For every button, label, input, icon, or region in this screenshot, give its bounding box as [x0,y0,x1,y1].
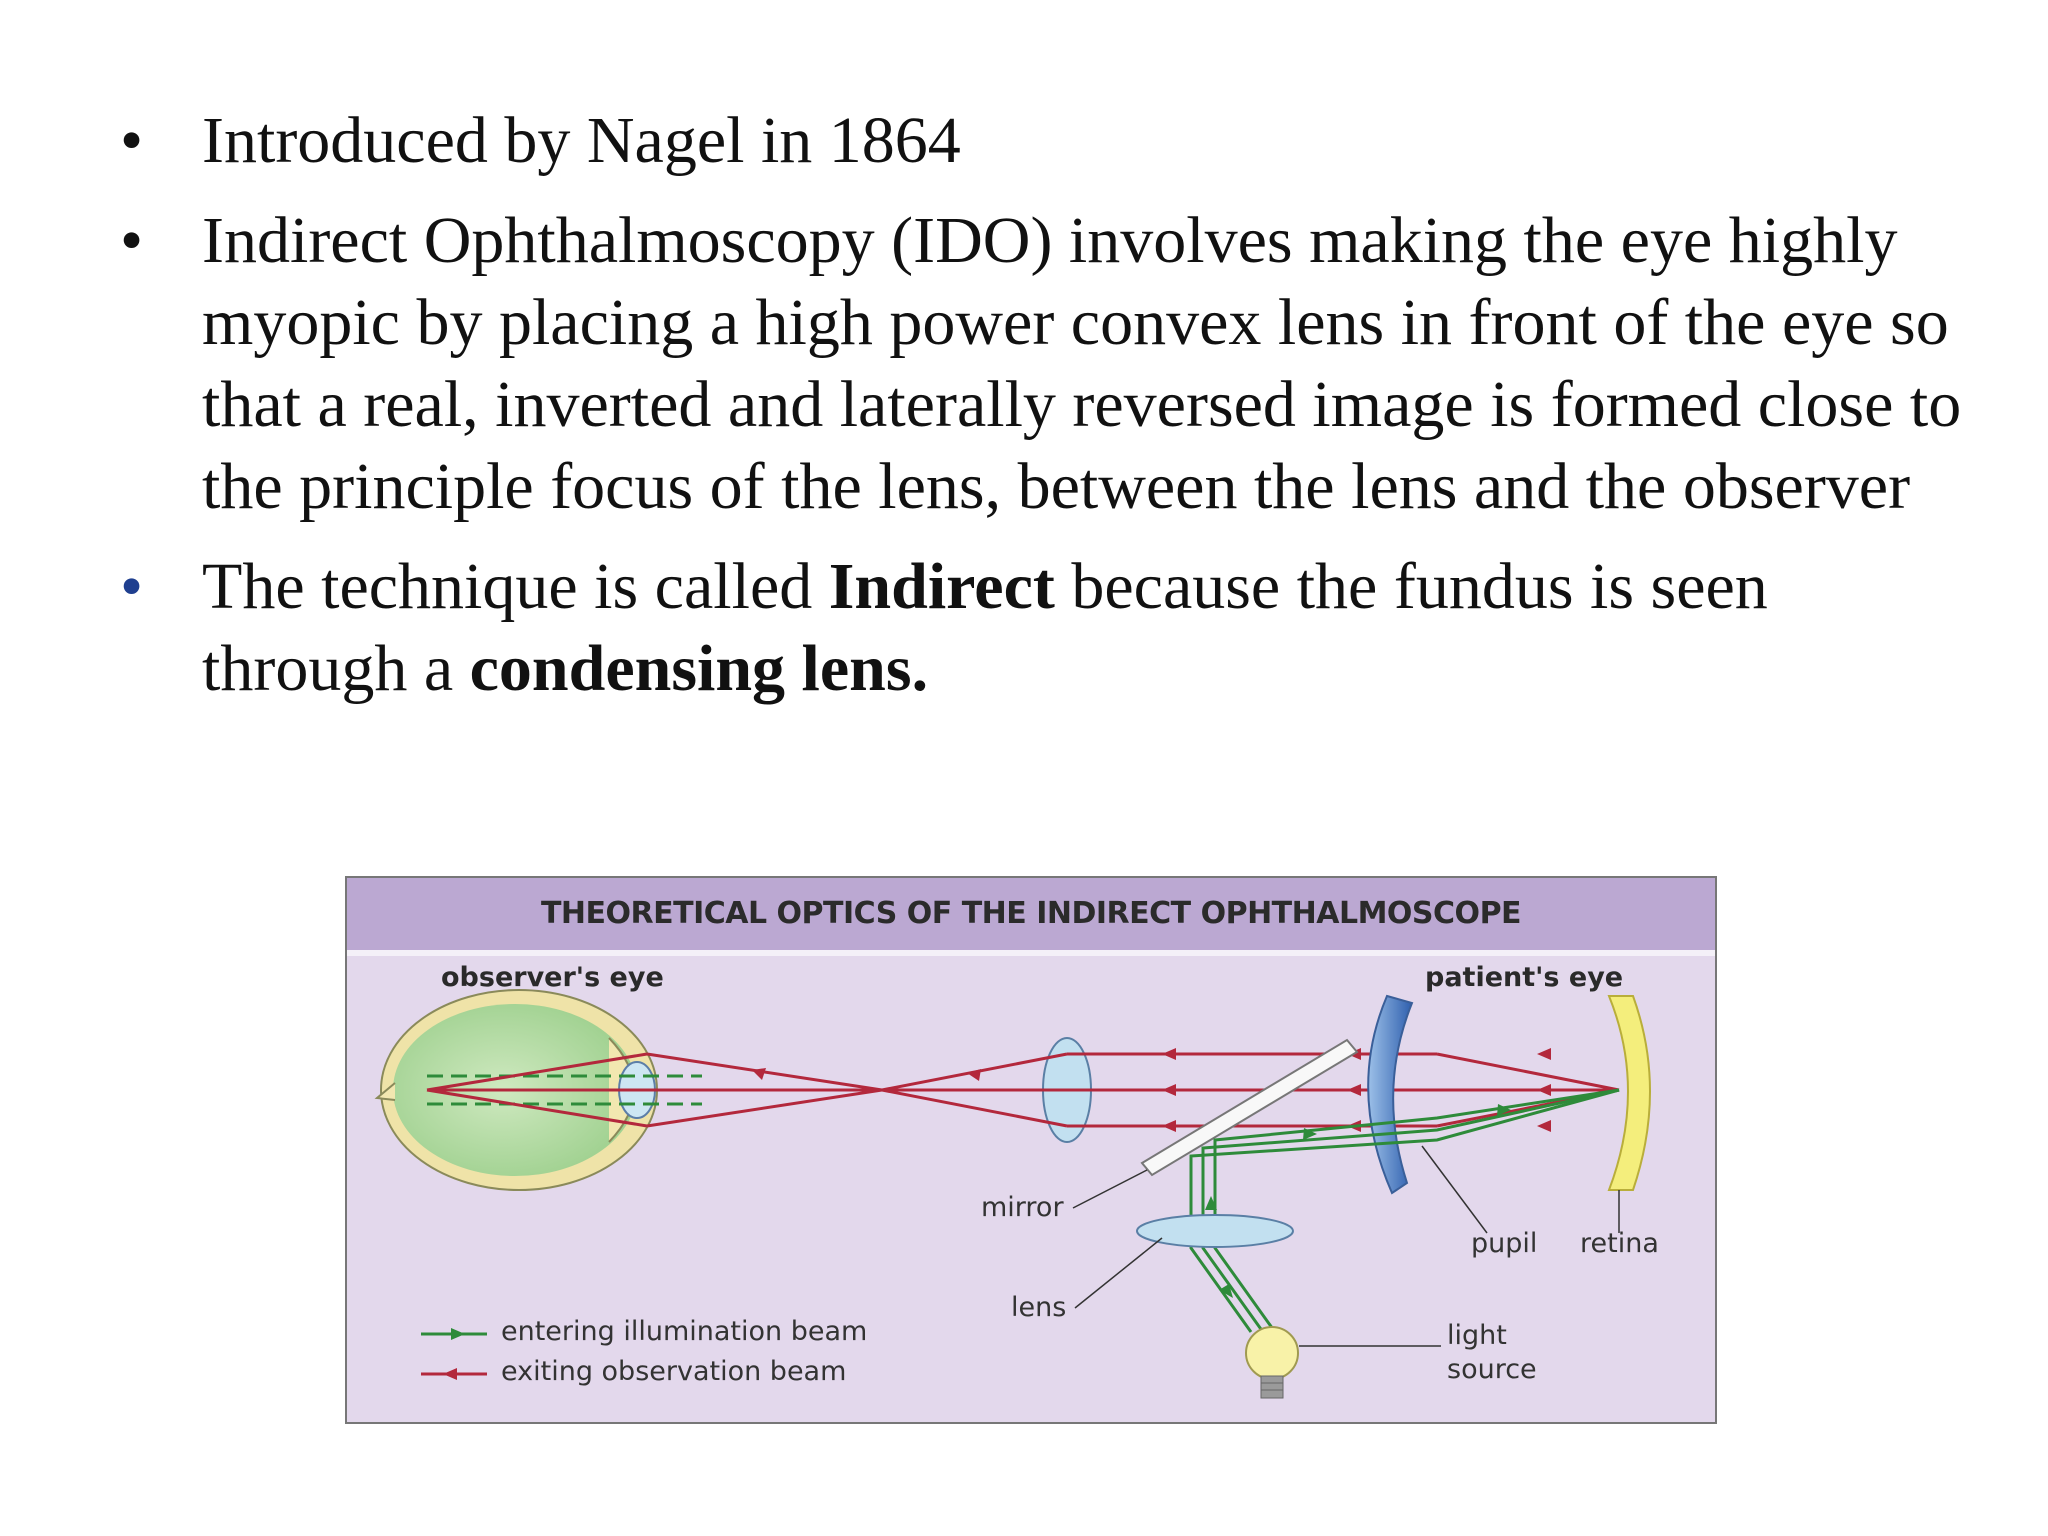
title-separator [347,950,1717,956]
bullet-dot: • [120,104,144,177]
bullet-item [120,546,1980,710]
bullet-text-part: The technique is called [202,550,829,623]
diagram-title: THEORETICAL OPTICS OF THE INDIRECT OPHTHALMOSCOPE [540,896,1522,931]
bullet-item [120,200,1980,528]
optics-diagram [345,876,1717,1424]
label-mirror: mirror [981,1192,1064,1223]
bullet-list [120,100,1980,728]
bold-term-condensing-lens: condensing lens. [469,632,929,705]
label-retina: retina [1580,1228,1659,1259]
label-source: source [1447,1354,1537,1385]
bullet-item [120,100,1980,182]
label-lens: lens [1011,1292,1067,1323]
label-light: light [1447,1320,1507,1351]
legend-entering-label: entering illumination beam [501,1316,868,1347]
label-patient-eye: patient's eye [1425,962,1624,993]
legend-exiting-label: exiting observation beam [501,1356,847,1387]
bullet-dot: • [120,204,144,277]
bold-term-indirect: Indirect [828,550,1055,623]
label-pupil: pupil [1471,1228,1538,1259]
bullet-text-part: because the fundus is seen through a [202,550,1768,705]
bullet-text: Introduced by Nagel in 1864 [202,104,961,177]
bullet-text: Indirect Ophthalmoscopy (IDO) involves making the eye highly myopic by placing a high power convex lens in front of the eye so that a real, inverted and laterally reversed image is formed close to the principle focus of the lens, between the lens and the observer [202,204,1962,523]
illumination-lens-icon [1137,1215,1293,1247]
label-observer-eye: observer's eye [441,962,664,993]
bullet-dot: • [120,550,144,623]
